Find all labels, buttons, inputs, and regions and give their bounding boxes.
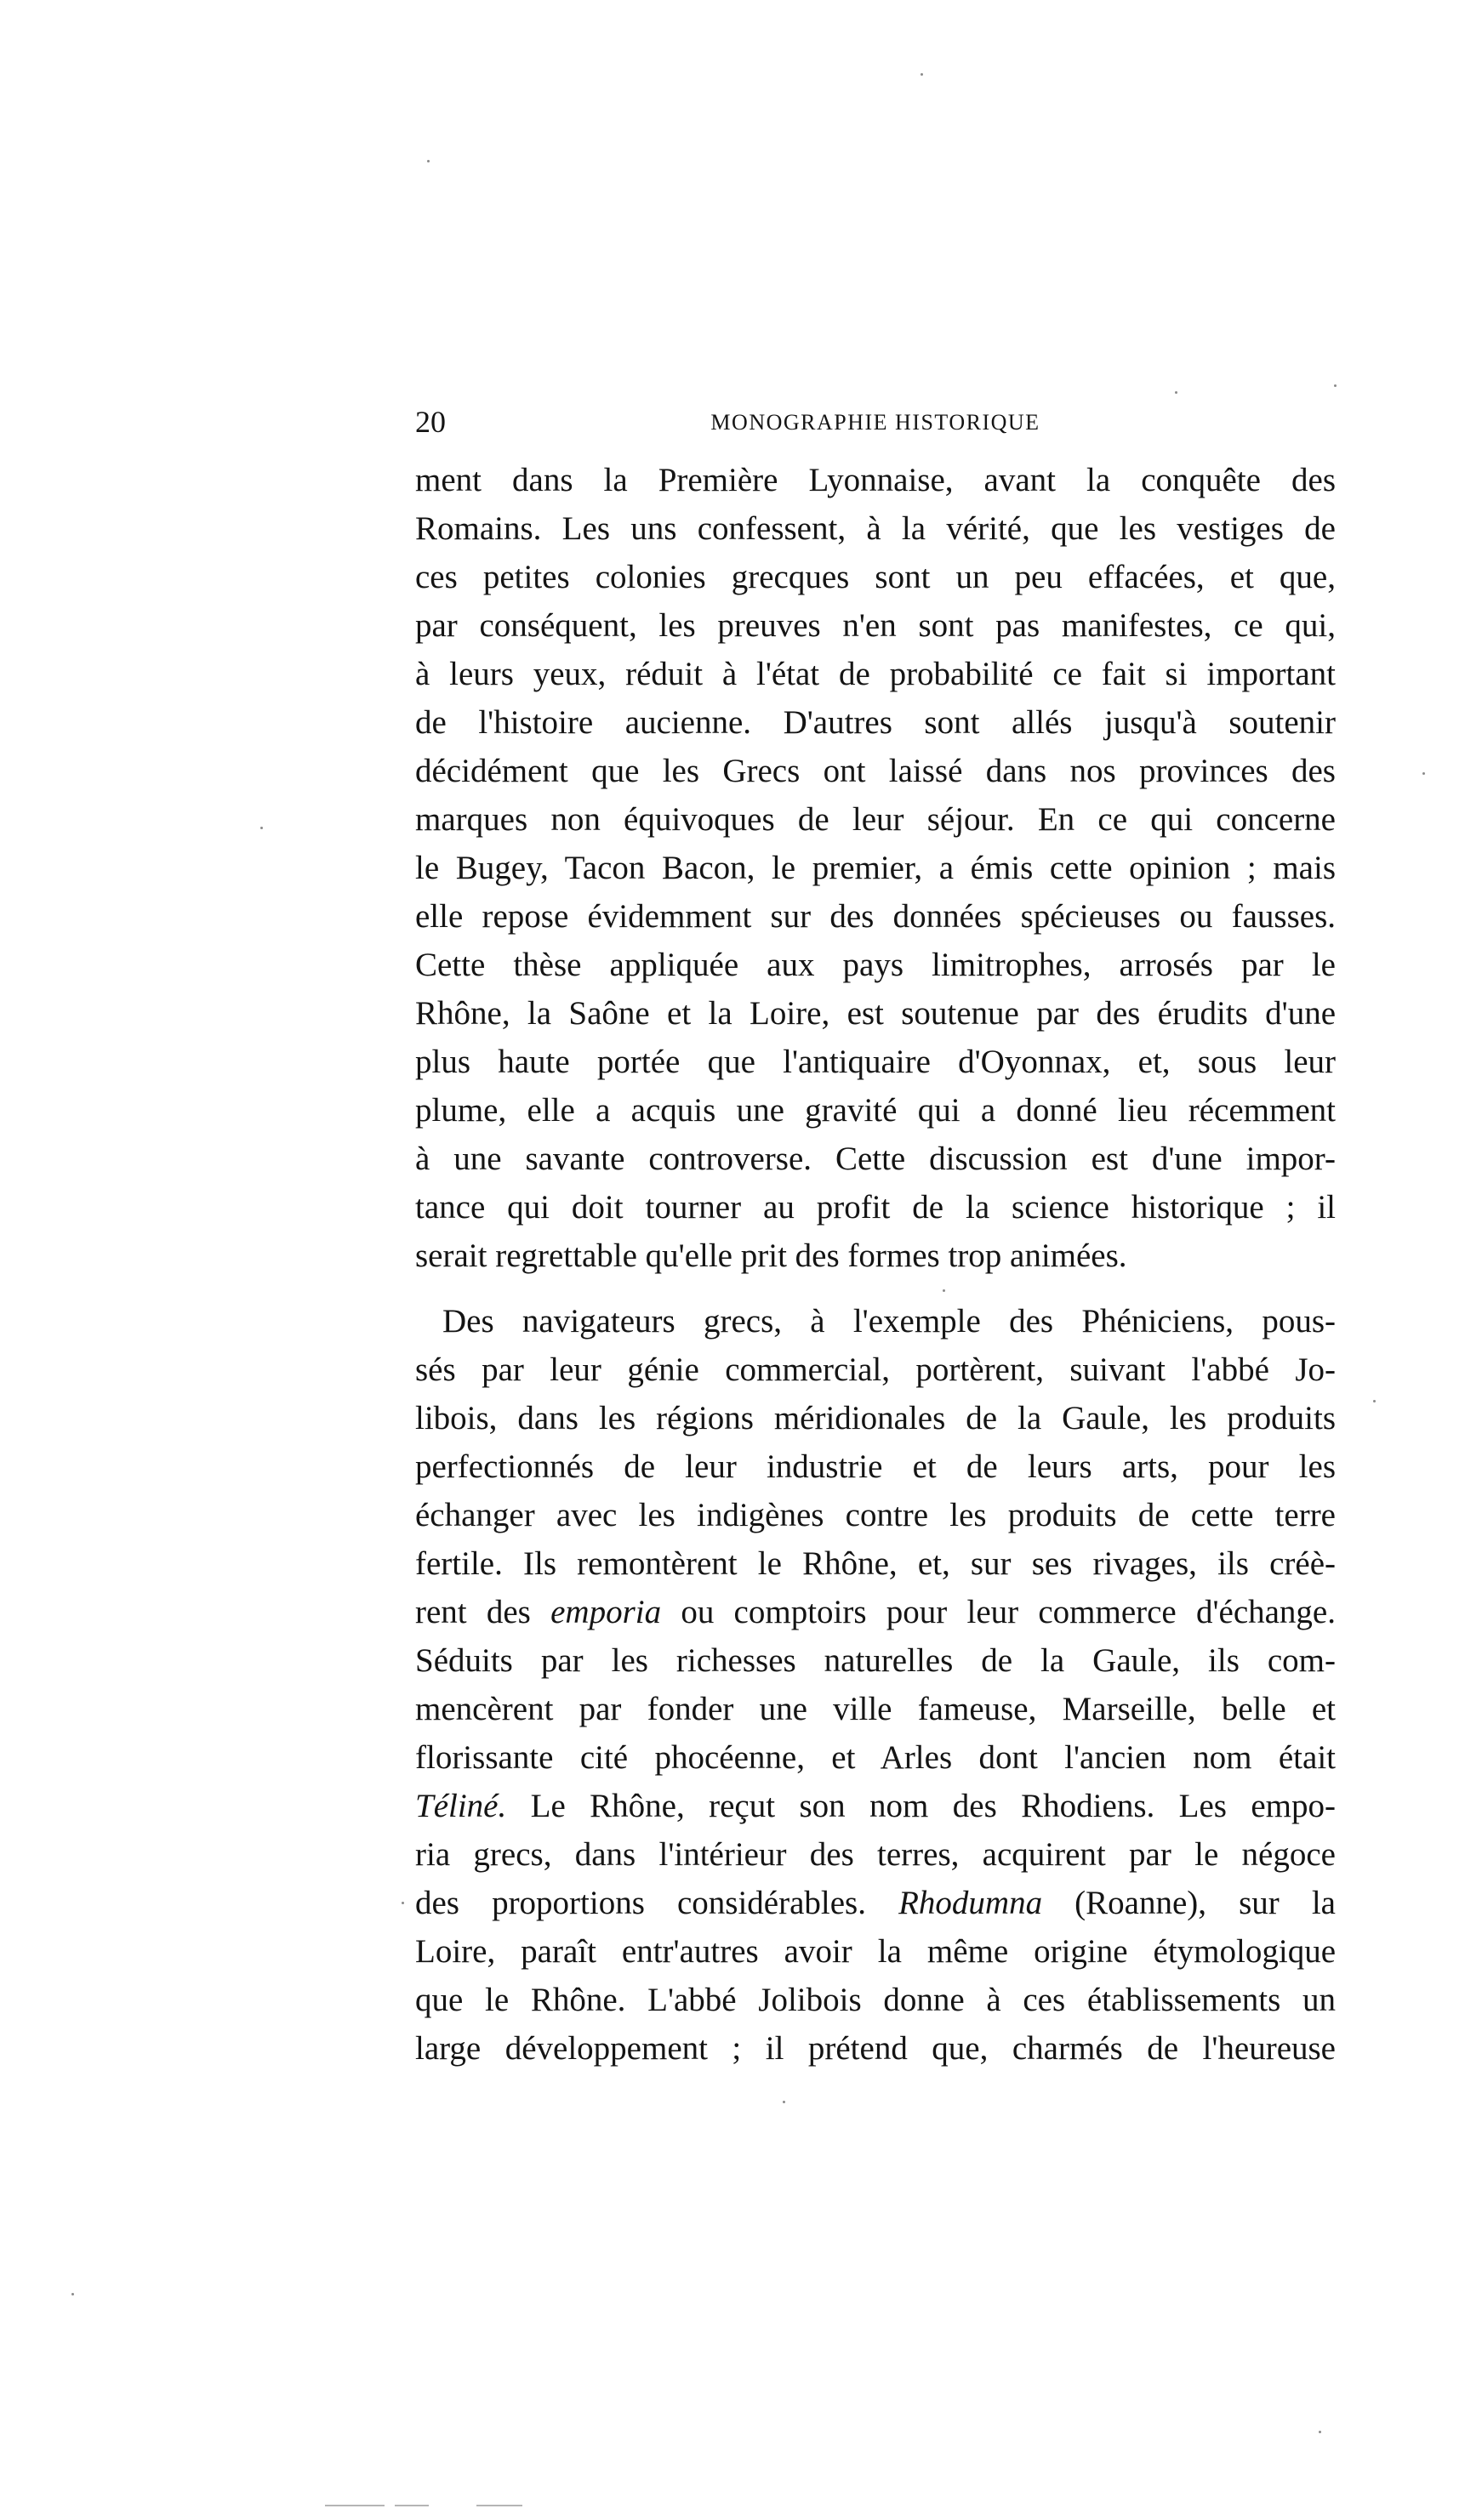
text-line: Séduits par les richesses naturelles de la Gaule, ils com- [415,1642,1336,1679]
text-line: Loire, paraît entr'autres avoir la même origine étymologique [415,1933,1336,1970]
paragraph-1 [415,456,1336,1280]
text-line: tance qui doit tourner au profit de la science historique ; il [415,1189,1336,1226]
paper-speck [402,1902,404,1904]
running-title: MONOGRAPHIE HISTORIQUE [710,410,1040,435]
running-head [415,403,1336,441]
italic-term: Téliné. [415,1788,507,1824]
paper-speck [1319,2431,1321,2433]
paper-speck [1334,384,1337,387]
text-line [415,1782,1336,1830]
paper-speck [783,2101,785,2103]
text-line: elle repose évidemment sur des données spécieuses ou fausses. [415,898,1336,935]
text-line [415,1879,1336,1927]
scan-edge-mark [476,2505,522,2506]
text-line: libois, dans les régions méridionales de la Gaule, les produits [415,1400,1336,1436]
text-line: le Bugey, Tacon Bacon, le premier, a émis cette opinion ; mais [415,850,1336,886]
italic-term: Rhodumna [898,1885,1043,1921]
text-segment: rent des [415,1594,551,1630]
scan-edge-mark [395,2505,429,2506]
text-line: serait regrettable qu'elle prit des formes trop animées. [415,1237,1127,1274]
text-line: perfectionnés de leur industrie et de leurs arts, pour les [415,1448,1336,1485]
paper-speck [1373,1400,1376,1402]
text-line: Rhône, la Saône et la Loire, est soutenue par des érudits d'une [415,995,1336,1032]
text-segment: ou comptoirs pour leur commerce d'échange. [661,1594,1336,1630]
paper-speck [1175,391,1177,394]
paper-speck [1422,772,1425,775]
text-line: de l'histoire aucienne. D'autres sont allés jusqu'à soutenir [415,704,1336,741]
scan-edge-mark [325,2505,385,2506]
text-line [415,1588,1336,1636]
text-line: marques non équivoques de leur séjour. En ce qui concerne [415,801,1336,838]
paper-speck [427,160,430,162]
text-line: ces petites colonies grecques sont un peu effacées, et que, [415,559,1336,595]
text-line: ment dans la Première Lyonnaise, avant la conquête des [415,462,1336,498]
text-line: ria grecs, dans l'intérieur des terres, acquirent par le négoce [415,1836,1336,1873]
text-line: large développement ; il prétend que, charmés de l'heureuse [415,2030,1336,2067]
text-line: plus haute portée que l'antiquaire d'Oyonnax, et, sous leur [415,1044,1336,1080]
text-segment: des proportions considérables. [415,1885,899,1921]
italic-term: emporia [550,1594,662,1630]
text-line: sés par leur génie commercial, portèrent, suivant l'abbé Jo- [415,1351,1336,1388]
text-line: à une savante controverse. Cette discussion est d'une impor- [415,1141,1336,1177]
text-line: florissante cité phocéenne, et Arles dont l'ancien nom était [415,1739,1336,1776]
text-line: mencèrent par fonder une ville fameuse, Marseille, belle et [415,1691,1336,1727]
text-segment: Le Rhône, reçut son nom des Rhodiens. Les empo- [506,1788,1336,1824]
text-line: échanger avec les indigènes contre les produits de cette terre [415,1497,1336,1533]
paper-speck [260,827,263,829]
page-number: 20 [415,405,446,439]
paper-speck [921,73,923,76]
text-line: plume, elle a acquis une gravité qui a donné lieu récemment [415,1092,1336,1129]
paragraph-2 [415,1297,1336,2073]
body-text [415,456,1336,2073]
text-line: Romains. Les uns confessent, à la vérité, que les vestiges de [415,510,1336,547]
text-line: fertile. Ils remontèrent le Rhône, et, sur ses rivages, ils créè- [415,1545,1336,1582]
text-line: Des navigateurs grecs, à l'exemple des Phéniciens, pous- [442,1303,1336,1340]
text-line: décidément que les Grecs ont laissé dans nos provinces des [415,753,1336,789]
paper-speck [71,2293,74,2295]
text-line: que le Rhône. L'abbé Jolibois donne à ces établissements un [415,1982,1336,2018]
text-segment: (Roanne), sur la [1042,1885,1336,1921]
text-line: Cette thèse appliquée aux pays limitrophes, arrosés par le [415,947,1336,983]
paragraph-gap [415,1280,1336,1297]
text-line: par conséquent, les preuves n'en sont pas manifestes, ce qui, [415,607,1336,644]
paper-speck [943,1289,945,1292]
text-line: à leurs yeux, réduit à l'état de probabilité ce fait si important [415,656,1336,692]
